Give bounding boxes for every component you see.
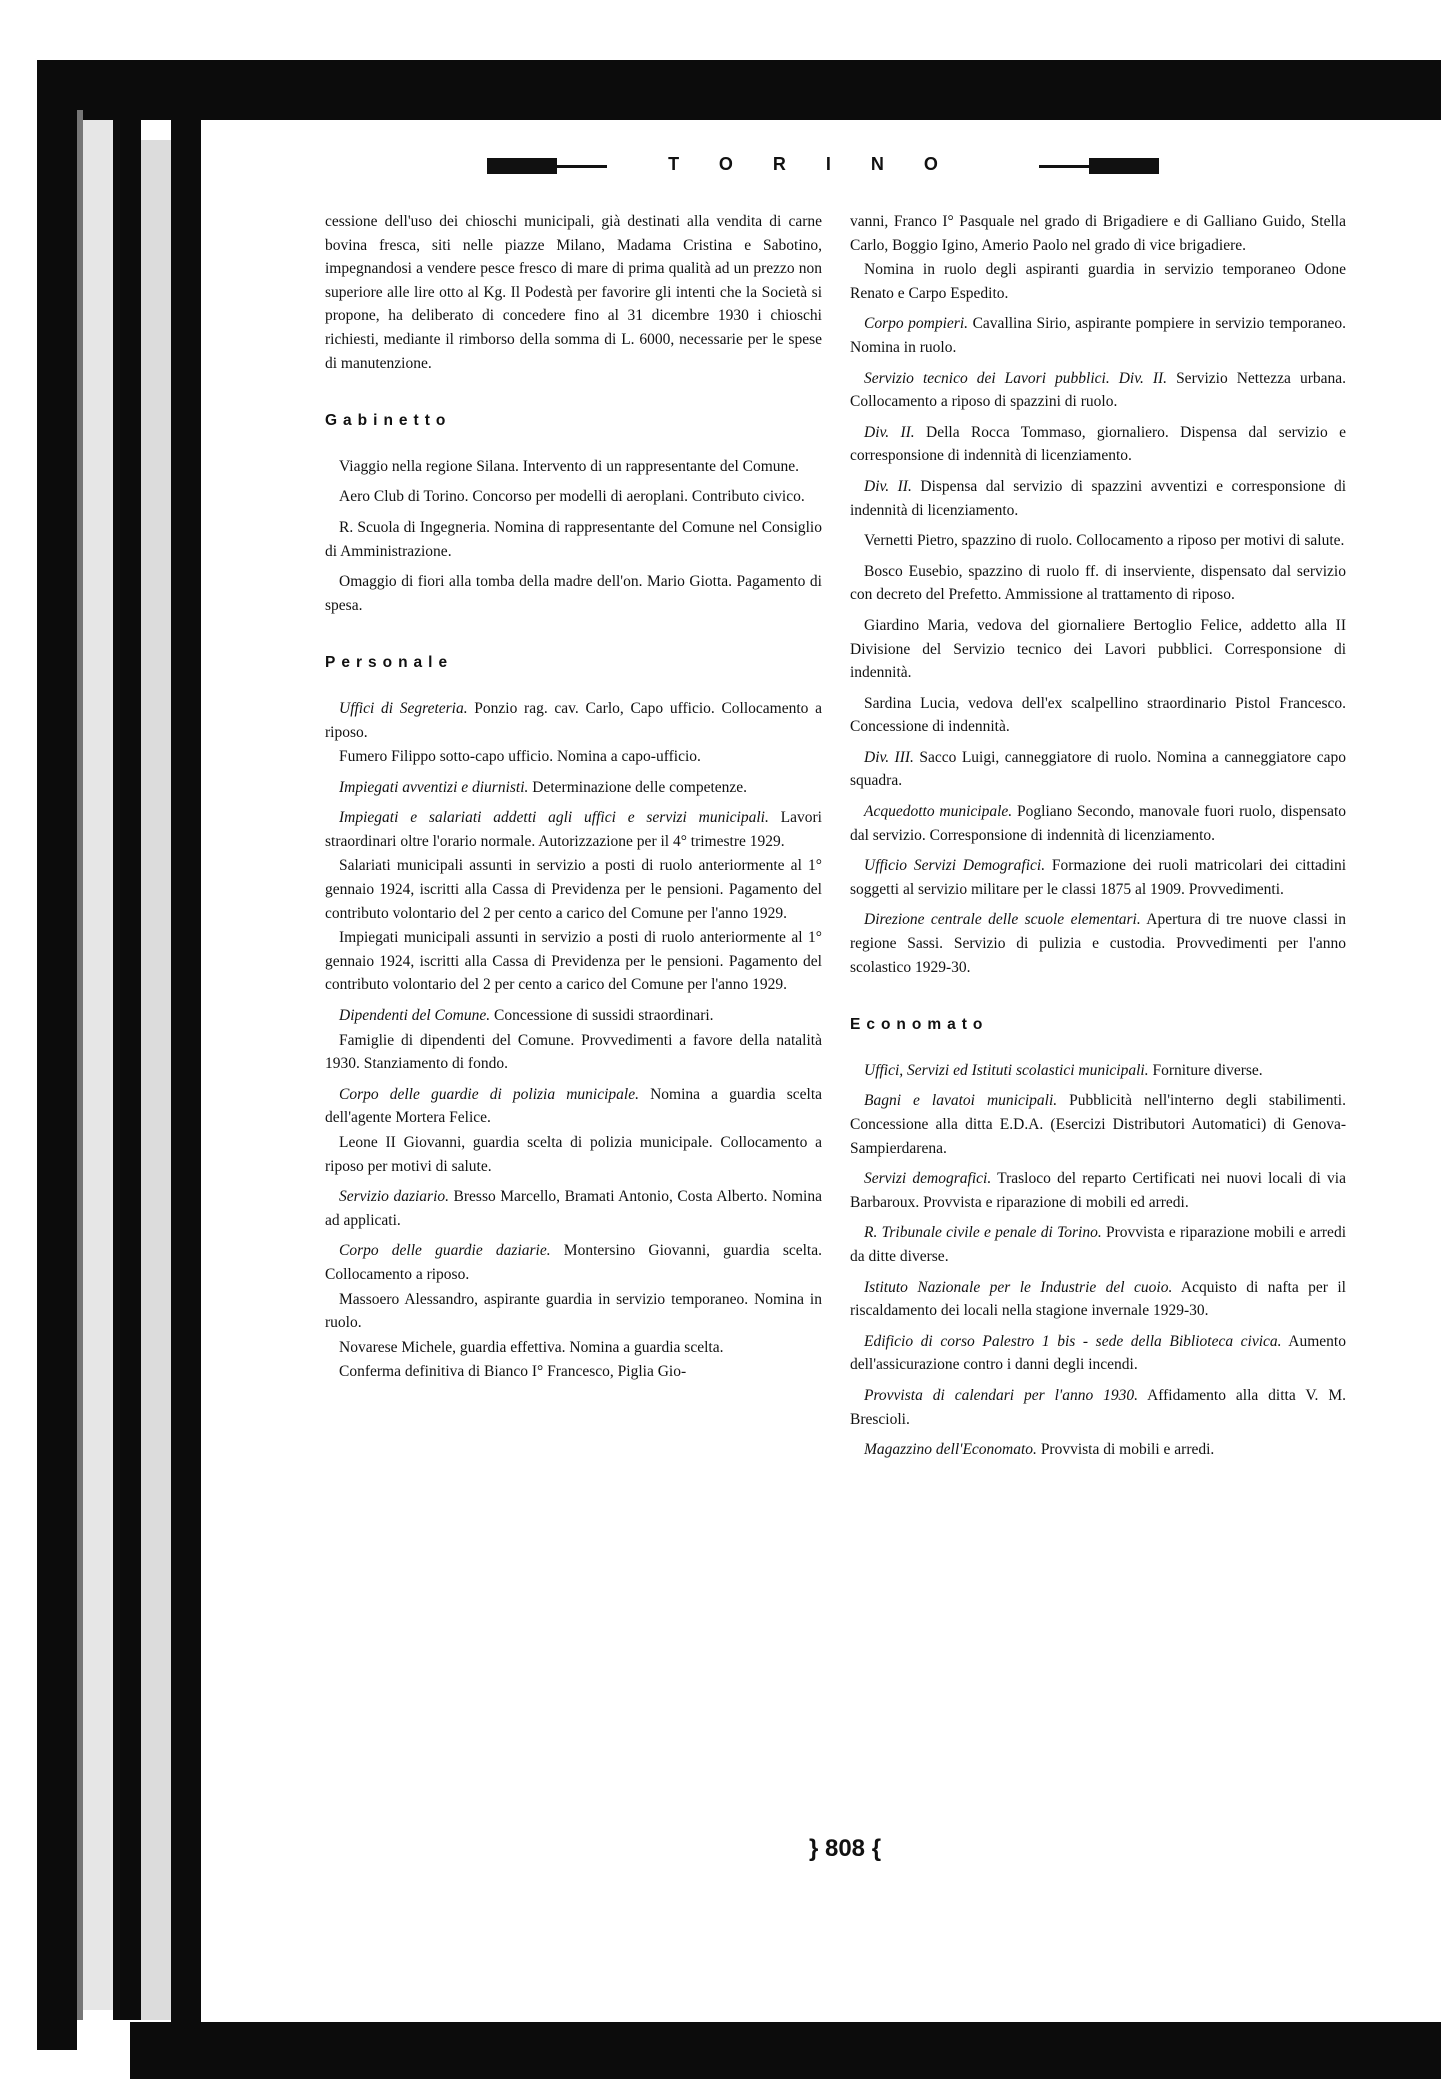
- entry-title: Uffici, Servizi ed Istituti scolastici municipali.: [864, 1061, 1149, 1079]
- paragraph: [325, 1029, 822, 1076]
- paragraph: [850, 367, 1346, 414]
- paragraph: [325, 1131, 822, 1178]
- entry-title: Servizio tecnico dei Lavori pubblici. Div. II.: [864, 369, 1168, 387]
- entry-title: R. Tribunale civile e penale di Torino.: [864, 1224, 1102, 1242]
- page-number-value: 808: [824, 1835, 866, 1862]
- scan-left-border: [37, 60, 77, 2050]
- paragraph: [850, 1221, 1346, 1268]
- entry-text: Sardina Lucia, vedova dell'ex scalpellino straordinario Pistol Francesco. Concessione di indennità.: [850, 694, 1346, 736]
- entry-text: Viaggio nella regione Silana. Intervento di un rappresentante del Comune.: [339, 457, 800, 475]
- entry-text: Formazione dei ruoli matricolari dei cittadini soggetti al servizio militare per le classi 1875 al 1909. Provvedimenti.: [850, 857, 1346, 898]
- scan-top-border: [37, 60, 1441, 120]
- entry-text: Leone II Giovanni, guardia scelta di polizia municipale. Collocamento a riposo per motivi di salute.: [325, 1134, 822, 1175]
- left-column: [325, 210, 822, 1391]
- entry-title: Ufficio Servizi Demografici.: [864, 857, 1046, 875]
- entry-text: Aero Club di Torino. Concorso per modelli di aeroplani. Contributo civico.: [339, 488, 805, 506]
- right-column: [850, 210, 1346, 1469]
- page-number-ornament-left: }: [808, 1835, 819, 1862]
- continued-paragraph: vanni, Franco I° Pasquale nel grado di Brigadiere e di Galliano Guido, Stella Carlo, Boggio Igino, Amerio Paolo nel grado di vice brigadiere.: [850, 213, 1346, 254]
- entry-text: Nomina a guardia scelta dell'agente Mortera Felice.: [325, 1085, 823, 1127]
- page-number: [760, 1835, 930, 1863]
- entry-text: Servizio Nettezza urbana. Collocamento a riposo di spazzini di ruolo.: [850, 369, 1346, 411]
- paragraph: [325, 1004, 822, 1028]
- entry-text: Montersino Giovanni, guardia scelta. Collocamento a riposo.: [325, 1242, 822, 1283]
- entry-title: Servizio daziario.: [339, 1188, 450, 1206]
- entry-text: Famiglie di dipendenti del Comune. Provvedimenti a favore della natalità 1930. Stanziamento di fondo.: [325, 1031, 822, 1073]
- entry-text: R. Scuola di Ingegneria. Nomina di rappresentante del Comune nel Consiglio di Amministrazione.: [325, 518, 822, 560]
- paragraph: [850, 1438, 1346, 1462]
- page-number-ornament-right: {: [871, 1835, 882, 1862]
- paragraph: [850, 421, 1346, 468]
- paragraph: [325, 516, 822, 563]
- entry-title: Provvista di calendari per l'anno 1930.: [864, 1386, 1139, 1404]
- entry-title: Div. II.: [864, 423, 915, 441]
- paragraph: [325, 697, 822, 744]
- entry-title: Istituto Nazionale per le Industrie del cuoio.: [864, 1278, 1173, 1296]
- entry-text: Vernetti Pietro, spazzino di ruolo. Collocamento a riposo per motivi di salute.: [864, 532, 1345, 550]
- entry-text: Massoero Alessandro, aspirante guardia in servizio temporaneo. Nomina in ruolo.: [325, 1290, 822, 1332]
- entry-text: Nomina in ruolo degli aspiranti guardia in servizio temporaneo Odone Renato e Carpo Espedito.: [850, 261, 1346, 302]
- entry-text: Acquisto di nafta per il riscaldamento dei locali nella stagione invernale 1929-30.: [850, 1278, 1346, 1320]
- entry-text: Dispensa dal servizio di spazzini avventizi e corresponsione di indennità di licenziamento.: [850, 477, 1346, 519]
- paragraph: [850, 1330, 1346, 1377]
- running-header: [487, 156, 1159, 176]
- paragraph: [325, 1185, 822, 1232]
- paragraph: [850, 312, 1346, 359]
- paragraph: [325, 1360, 822, 1384]
- entry-text: Pubblicità nell'interno degli stabilimenti. Concessione alla ditta E.D.A. (Esercizi Distributori Automatici) di Genova-Sampierdarena.: [850, 1092, 1346, 1157]
- section-heading: Economato: [850, 1016, 989, 1034]
- entry-text: Conferma definitiva di Bianco I° Francesco, Piglia Gio-: [339, 1363, 687, 1381]
- entry-title: Corpo pompieri.: [864, 315, 969, 333]
- entry-title: Div. II.: [864, 477, 912, 495]
- paragraph: [325, 745, 822, 769]
- entry-text: Bosco Eusebio, spazzino di ruolo ff. di inserviente, dispensato dal servizio con decreto del Prefetto. Ammissione al trattamento di riposo.: [850, 562, 1346, 604]
- paragraph: [325, 455, 822, 479]
- entry-text: Novarese Michele, guardia effettiva. Nomina a guardia scelta.: [339, 1338, 724, 1356]
- paragraph: [850, 529, 1346, 553]
- paragraph: [325, 806, 822, 853]
- entry-text: Impiegati municipali assunti in servizio a posti di ruolo anteriormente al 1° gennaio 1924, iscritti alla Cassa di Previdenza per le pensioni. Pagamento del contributo volontario del 2 per cento a carico del Comune per l'anno 1929.: [325, 929, 822, 994]
- entry-text: Concessione di sussidi straordinari.: [490, 1007, 714, 1025]
- paragraph: [325, 1239, 822, 1286]
- entry-title: Impiegati avventizi e diurnisti.: [339, 778, 529, 796]
- paragraph: [325, 1288, 822, 1335]
- header-ornament-left: [487, 158, 557, 174]
- entry-title: Bagni e lavatoi municipali.: [864, 1092, 1058, 1110]
- continued-paragraph: cessione dell'uso dei chioschi municipali, già destinati alla vendita di carne bovina fresca, siti nelle piazze Milano, Madama Cristina e Sabotino, impegnandosi a vendere pesce fresco di mare di prima qualità ad un prezzo non superiore alle lire otto al Kg. Il Podestà per favorire gli intenti che la Società si propone, ha deliberato di concedere fino al 31 dicembre 1930 i chioschi richiesti, mediante il rimborso della somma di L. 6000, necessarie per le spese di manutenzione.: [325, 213, 822, 372]
- paragraph: [850, 1059, 1346, 1083]
- entry-text: Salariati municipali assunti in servizio a posti di ruolo anteriormente al 1° gennaio 1924, iscritti alla Cassa di Previdenza per le pensioni. Pagamento del contributo volontario del 2 per cento a carico del Comune per l'anno 1929.: [325, 857, 822, 922]
- page-edge: [141, 140, 171, 2020]
- scan-bottom-border: [130, 2022, 1441, 2079]
- paragraph: [850, 746, 1346, 793]
- entry-text: Fumero Filippo sotto-capo ufficio. Nomina a capo-ufficio.: [339, 748, 701, 766]
- entry-title: Corpo delle guardie di polizia municipale.: [339, 1085, 639, 1103]
- entry-text: Cavallina Sirio, aspirante pompiere in servizio temporaneo. Nomina in ruolo.: [850, 315, 1346, 356]
- paragraph: [325, 854, 822, 925]
- entry-title: Div. III.: [864, 748, 914, 766]
- entry-text: Lavori straordinari oltre l'orario normale. Autorizzazione per il 4° trimestre 1929.: [325, 809, 822, 850]
- entry-text: Della Rocca Tommaso, giornaliero. Dispensa dal servizio e corresponsione di indennità di licenziamento.: [850, 423, 1346, 465]
- entry-text: Sacco Luigi, canneggiatore di ruolo. Nomina a canneggiatore capo squadra.: [850, 748, 1346, 790]
- entry-title: Impiegati e salariati addetti agli uffici e servizi municipali.: [339, 809, 769, 827]
- paragraph: [850, 614, 1346, 685]
- paragraph: [850, 908, 1346, 979]
- paragraph: [325, 926, 822, 997]
- entry-title: Edificio di corso Palestro 1 bis - sede della Biblioteca civica.: [864, 1332, 1282, 1350]
- entry-text: Omaggio di fiori alla tomba della madre dell'on. Mario Giotta. Pagamento di spesa.: [325, 573, 822, 614]
- paragraph: [325, 570, 822, 617]
- entry-title: Corpo delle guardie daziarie.: [339, 1242, 551, 1260]
- entry-text: Determinazione delle competenze.: [528, 778, 748, 796]
- entry-title: Acquedotto municipale.: [864, 803, 1013, 821]
- entry-title: Uffici di Segreteria.: [339, 699, 468, 717]
- paragraph: [850, 800, 1346, 847]
- page-edge: [113, 120, 141, 2020]
- paragraph: [325, 776, 822, 800]
- entry-text: Giardino Maria, vedova del giornaliere Bertoglio Felice, addetto alla II Divisione del Servizio tecnico dei Lavori pubblici. Corresponsione di indennità.: [850, 616, 1346, 682]
- entry-text: Aumento dell'assicurazione contro i danni degli incendi.: [850, 1332, 1346, 1374]
- header-title: TORINO: [607, 154, 1039, 175]
- entry-text: Provvista e riparazione mobili e arredi da ditte diverse.: [850, 1224, 1346, 1265]
- entry-title: Servizi demografici.: [864, 1170, 992, 1188]
- paragraph: [850, 560, 1346, 607]
- entry-text: Apertura di tre nuove classi in regione Sassi. Servizio di pulizia e custodia. Provvedimenti per l'anno scolastico 1929-30.: [850, 911, 1346, 976]
- paragraph: [850, 1089, 1346, 1160]
- page-edge: [171, 118, 201, 2022]
- paragraph: [850, 692, 1346, 739]
- entry-title: Direzione centrale delle scuole elementari.: [864, 911, 1141, 929]
- paragraph: [850, 1167, 1346, 1214]
- entry-text: Trasloco del reparto Certificati nei nuovi locali di via Barbaroux. Provvista e riparazione di mobili ed arredi.: [850, 1170, 1346, 1211]
- section-heading: Gabinetto: [325, 412, 452, 430]
- entry-text: Bresso Marcello, Bramati Antonio, Costa Alberto. Nomina ad applicati.: [325, 1188, 822, 1229]
- paragraph: [850, 1276, 1346, 1323]
- paragraph: [850, 1384, 1346, 1431]
- entry-text: Affidamento alla ditta V. M. Brescioli.: [850, 1386, 1346, 1428]
- entry-text: Provvista di mobili e arredi.: [1036, 1441, 1215, 1459]
- paragraph: [325, 1336, 822, 1360]
- paragraph: [850, 258, 1346, 305]
- paragraph: [325, 485, 822, 509]
- header-ornament-right: [1089, 158, 1159, 174]
- entry-text: Forniture diverse.: [1148, 1061, 1263, 1079]
- page-edge: [83, 120, 113, 2010]
- paragraph: [850, 854, 1346, 901]
- entry-title: Dipendenti del Comune.: [339, 1007, 491, 1025]
- entry-text: Pogliano Secondo, manovale fuori ruolo, dispensato dal servizio. Corresponsione di indennità di licenziamento.: [850, 803, 1347, 844]
- section-heading: Personale: [325, 654, 454, 672]
- entry-title: Magazzino dell'Economato.: [864, 1441, 1037, 1459]
- paragraph: [325, 1083, 822, 1130]
- entry-text: Ponzio rag. cav. Carlo, Capo ufficio. Collocamento a riposo.: [325, 699, 822, 741]
- paragraph: [850, 475, 1346, 522]
